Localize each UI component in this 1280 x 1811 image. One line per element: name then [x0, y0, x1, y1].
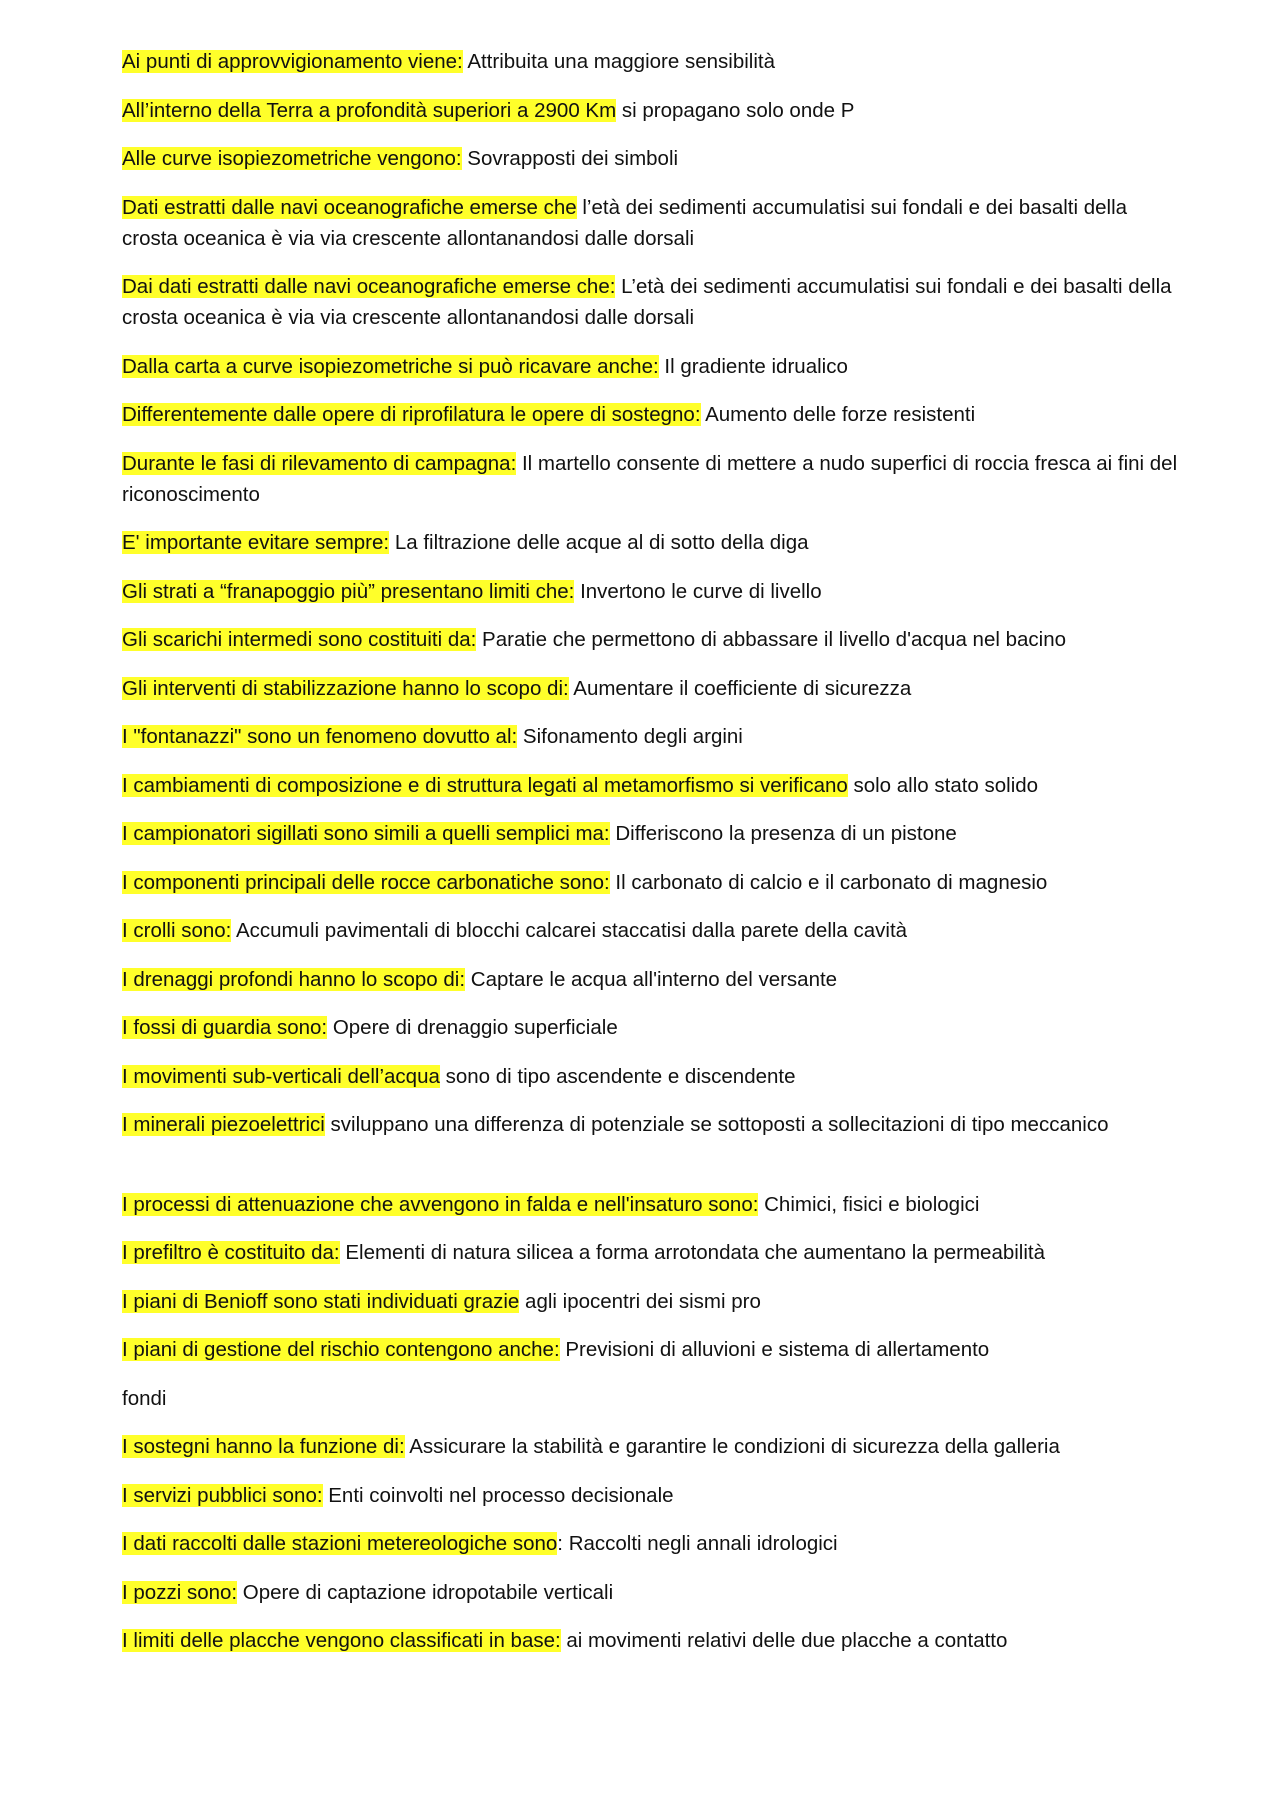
list-item [122, 351, 1182, 382]
question-text: Gli strati a “franapoggio più” presentano limiti che: [122, 579, 575, 603]
list-item [122, 95, 1182, 126]
question-text: I pozzi sono: [122, 1580, 238, 1604]
answer-text: agli ipocentri dei sismi pro [519, 1289, 761, 1313]
question-text: E' importante evitare sempre: [122, 531, 390, 554]
answer-text: fondi [122, 1386, 167, 1410]
list-item [122, 1625, 1182, 1656]
answer-text: Elementi di natura silicea a forma arrotondata che aumentano la permeabilità [339, 1241, 1046, 1264]
question-text: I crolli sono: [122, 919, 232, 942]
answer-text: solo allo stato solido [847, 773, 1039, 797]
answer-text: Previsioni di alluvioni e sistema di allertamento [559, 1338, 990, 1361]
answer-text: : Raccolti negli annali idrologici [557, 1532, 838, 1555]
answer-text: Accumuli pavimentali di blocchi calcarei staccatisi dalla parete della cavità [231, 919, 908, 942]
list-item [122, 527, 1182, 558]
answer-text: si propagano solo onde P [616, 98, 855, 122]
answer-text: L’età dei sedimenti accumulatisi sui fondali e dei basalti della crosta oceanica è via via crescente allontanandosi dalle dorsali [122, 275, 1172, 329]
list-item [122, 1480, 1182, 1511]
list-item [122, 964, 1182, 995]
answer-text: Differiscono la presenza di un pistone [609, 822, 957, 845]
list-item [122, 1061, 1182, 1092]
list-item [122, 271, 1182, 333]
answer-text: Chimici, fisici e biologici [758, 1192, 980, 1216]
answer-text: Il carbonato di calcio e il carbonato di magnesio [609, 870, 1048, 894]
question-text: I minerali piezoelettrici [122, 1113, 325, 1136]
answer-text: l’età dei sedimenti accumulatisi sui fondali e dei basalti della crosta oceanica è via via crescente allontanandosi dalle dorsali [122, 195, 1128, 250]
answer-text: Sovrapposti dei simboli [461, 147, 679, 170]
list-item [122, 46, 1182, 77]
question-text: Gli scarichi intermedi sono costituiti da: [122, 628, 477, 651]
list-item [122, 1237, 1182, 1268]
list-item [122, 1334, 1182, 1365]
list-item [122, 1431, 1182, 1462]
answer-text: Enti coinvolti nel processo decisionale [322, 1483, 674, 1507]
list-item [122, 770, 1182, 801]
list-item [122, 721, 1182, 752]
question-text: I sostegni hanno la funzione di: [122, 1435, 405, 1458]
answer-text: Invertono le curve di livello [574, 579, 822, 603]
question-text: All’interno della Terra a profondità superiori a 2900 Km [122, 98, 617, 122]
question-text: I fossi di guardia sono: [122, 1016, 328, 1039]
question-text: I cambiamenti di composizione e di struttura legati al metamorfismo si verificano [122, 773, 848, 797]
list-item [122, 818, 1182, 849]
answer-text: La filtrazione delle acque al di sotto della diga [389, 531, 809, 554]
list-item [122, 1109, 1182, 1171]
answer-text: Aumento delle forze resistenti [700, 403, 976, 426]
answer-text: ai movimenti relativi delle due placche a contatto [560, 1629, 1008, 1652]
answer-text: Sifonamento degli argini [517, 725, 743, 748]
question-text: I componenti principali delle rocce carbonatiche sono: [122, 870, 610, 894]
question-text: Dati estratti dalle navi oceanografiche emerse che [122, 195, 577, 219]
answer-text: Opere di drenaggio superficiale [327, 1016, 618, 1039]
answer-text: Il gradiente idrualico [658, 354, 848, 378]
list-item [122, 1383, 1182, 1414]
list-item [122, 576, 1182, 607]
answer-text: Paratie che permettono di abbassare il livello d'acqua nel bacino [476, 628, 1067, 651]
list-item [122, 1286, 1182, 1317]
answer-text: Aumentare il coefficiente di sicurezza [568, 676, 912, 700]
list-item [122, 673, 1182, 704]
question-text: I piani di Benioff sono stati individuati grazie [122, 1289, 520, 1313]
list-item [122, 1528, 1182, 1559]
question-text: I servizi pubblici sono: [122, 1483, 323, 1507]
list-item [122, 1577, 1182, 1608]
list-item [122, 399, 1182, 430]
question-text: I processi di attenuazione che avvengono in falda e nell'insaturo sono: [122, 1192, 759, 1216]
answer-text: Captare le acqua all'interno del versante [465, 967, 838, 991]
answer-text: Opere di captazione idropotabile verticali [237, 1580, 614, 1604]
list-item [122, 867, 1182, 898]
question-text: I movimenti sub-verticali dell’acqua [122, 1064, 440, 1088]
question-text: I limiti delle placche vengono classificati in base: [122, 1629, 561, 1652]
answer-text: sono di tipo ascendente e discendente [439, 1064, 796, 1088]
answer-text: Assicurare la stabilità e garantire le condizioni di sicurezza della galleria [404, 1435, 1060, 1458]
question-text: Alle curve isopiezometriche vengono: [122, 147, 462, 170]
question-text: Dai dati estratti dalle navi oceanografiche emerse che: [122, 275, 616, 298]
answer-text: Il martello consente di mettere a nudo superfici di roccia fresca ai fini del riconoscimento [122, 451, 1178, 506]
answer-text: sviluppano una differenza di potenziale se sottoposti a sollecitazioni di tipo meccanico [324, 1113, 1109, 1136]
list-item [122, 448, 1182, 510]
question-text: Ai punti di approvvigionamento viene: [122, 50, 463, 73]
list-item [122, 624, 1182, 655]
question-text: I dati raccolti dalle stazioni metereologiche sono [122, 1532, 558, 1555]
list-item [122, 143, 1182, 174]
qa-list [122, 46, 1182, 1674]
list-item [122, 915, 1182, 946]
question-text: I campionatori sigillati sono simili a quelli semplici ma: [122, 822, 610, 845]
question-text: Gli interventi di stabilizzazione hanno lo scopo di: [122, 676, 569, 700]
question-text: Differentemente dalle opere di riprofilatura le opere di sostegno: [122, 403, 701, 426]
question-text: Durante le fasi di rilevamento di campagna: [122, 451, 517, 475]
list-item [122, 192, 1182, 254]
list-item [122, 1012, 1182, 1043]
question-text: I piani di gestione del rischio contengono anche: [122, 1338, 560, 1361]
question-text: I prefiltro è costituito da: [122, 1241, 340, 1264]
question-text: I drenaggi profondi hanno lo scopo di: [122, 967, 466, 991]
question-text: Dalla carta a curve isopiezometriche si può ricavare anche: [122, 354, 659, 378]
answer-text: Attribuita una maggiore sensibilità [462, 50, 775, 73]
list-item [122, 1189, 1182, 1220]
question-text: I "fontanazzi" sono un fenomeno dovutto al: [122, 725, 518, 748]
